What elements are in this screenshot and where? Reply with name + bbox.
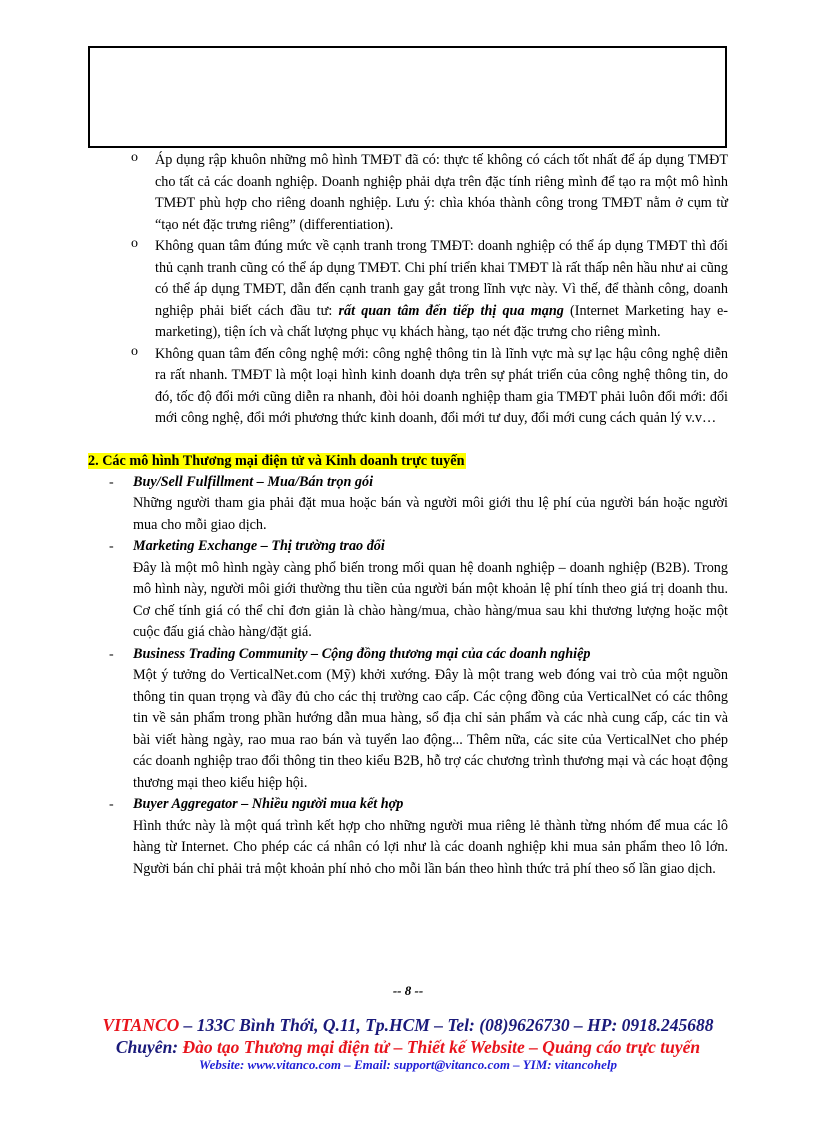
bullet-marker: o bbox=[131, 150, 138, 165]
model-body: Những người tham gia phải đặt mua hoặc bán và người môi giới thu lệ phí của người bán hoặc người mua cho mỗi giao dịch. bbox=[133, 495, 728, 533]
dash-marker: - bbox=[109, 797, 114, 812]
footer-services-label: Chuyên: bbox=[115, 1037, 183, 1057]
bullet-text-part: (Internet Marketing hay e-marketing), tiện ích và chất lượng phục vụ khách hàng, tạo nét đặc trưng cho riêng mình. bbox=[155, 302, 729, 340]
model-title: Buy/Sell Fulfillment – Mua/Bán trọn gói bbox=[133, 473, 374, 490]
bullet-marker: o bbox=[131, 236, 138, 251]
page-number: -- 8 -- bbox=[392, 983, 424, 998]
emphasis-text: rất quan tâm đến tiếp thị qua mạng bbox=[338, 302, 564, 319]
model-body: Đây là một mô hình ngày càng phổ biến trong mối quan hệ doanh nghiệp – doanh nghiệp (B2B). Trong mô hình này, người môi giới thường thu tiền của người bán một khoản lệ phí tính theo giá trị doanh thu. Cơ chế tính giá có thể chỉ đơn giản là chào hàng/mua, chào hàng/mua sau khi thương lượng hoặc một cuộc đấu giá chào hàng/đặt giá. bbox=[133, 559, 728, 640]
list-item bbox=[0, 150, 816, 236]
list-item bbox=[0, 344, 816, 430]
dash-marker: - bbox=[109, 474, 114, 490]
model-title: Business Trading Community – Cộng đồng thương mại của các doanh nghiệp bbox=[133, 645, 591, 662]
bullet-text: Áp dụng rập khuôn những mô hình TMĐT đã có: thực tế không có cách tốt nhất để áp dụng TMĐT cho tất cả các doanh nghiệp. Doanh nghiệp phải dựa trên đặc tính riêng mình để tạo ra một mô hình TMĐT phù hợp cho riêng doanh nghiệp. Lưu ý: chìa khóa thành công trong TMĐT nằm ở cụm từ “tạo nét đặc trưng riêng” (differentiation). bbox=[155, 152, 728, 233]
dash-marker: - bbox=[109, 539, 114, 554]
model-item bbox=[0, 794, 816, 880]
model-item bbox=[0, 472, 816, 537]
model-title: Buyer Aggregator – Nhiều người mua kết hợp bbox=[133, 796, 404, 812]
page-content bbox=[0, 150, 816, 880]
list-item bbox=[0, 236, 816, 344]
bullet-text: Không quan tâm đến công nghệ mới: công nghệ thông tin là lĩnh vực mà sự lạc hậu công nghệ diễn ra rất nhanh. TMĐT là một loại hình kinh doanh dựa trên sự phát triển của công nghệ thông tin, do đó, tốc độ đổi mới cũng diễn ra nhanh, đòi hỏi doanh nghiệp tham gia TMĐT phải luôn đổi mới: đổi mới công nghệ, đổi mới phương thức kinh doanh, đổi mới tư duy, đổi mới cung cách quản lý v.v… bbox=[155, 345, 728, 426]
model-item bbox=[0, 644, 816, 795]
section-heading-text: 2. Các mô hình Thương mại điện tử và Kinh doanh trực tuyến bbox=[88, 452, 465, 469]
bullet-text-part: Không quan tâm đúng mức về cạnh tranh trong TMĐT: doanh nghiệp có thể áp dụng TMĐT thì đối thủ cạnh tranh cũng có thể áp dụng TMĐT. Chi phí triển khai TMĐT là rất thấp nên hầu như ai cũng có thể áp dụng TMĐT, dẫn đến cạnh tranh gay gắt trong lĩnh vực này. Vì thế, để thành công, doanh nghiệp phải biết cách đầu tư: bbox=[155, 238, 728, 319]
model-title: Marketing Exchange – Thị trường trao đổi bbox=[133, 538, 385, 554]
footer-services bbox=[0, 1036, 816, 1058]
footer-web-links: Website: www.vitanco.com – Email: support@vitanco.com – YIM: vitancohelp bbox=[199, 1057, 617, 1072]
dash-marker: - bbox=[109, 646, 114, 662]
bullet-text bbox=[155, 236, 728, 344]
model-item bbox=[0, 536, 816, 644]
footer-contact: – 133C Bình Thới, Q.11, Tp.HCM – Tel: (08)9626730 – HP: 0918.245688 bbox=[179, 1015, 714, 1035]
footer-brand: VITANCO bbox=[102, 1015, 180, 1035]
section-heading bbox=[0, 451, 816, 472]
bullet-marker: o bbox=[131, 343, 138, 359]
footer-address bbox=[0, 1014, 816, 1036]
model-body: Một ý tưởng do VerticalNet.com (Mỹ) khởi xướng. Đây là một trang web đóng vai trò của một nguồn thông tin quan trọng và đầy đủ cho các thị trường cao cấp. Các cộng đồng của VerticalNet có các thông tin về sản phẩm trong phần hướng dẫn mua hàng, sổ địa chỉ sản phẩm và các nhà cung cấp, các tin và bài viết hàng ngày, rao mua rao bán và tuyển lao động... Thêm nữa, các site của VerticalNet cho phép các doanh nghiệp trao đổi thông tin theo kiểu B2B, hỗ trợ các chương trình thương mại và các hoạt động thương mại theo kiểu hiệp hội. bbox=[133, 667, 728, 791]
header-frame bbox=[88, 46, 727, 148]
model-body: Hình thức này là một quá trình kết hợp cho những người mua riêng lẻ thành từng nhóm để mua các lô hàng từ Internet. Cho phép các cá nhân có lợi như là các doanh nghiệp khi mua sản phẩm theo lô lớn. Người bán chỉ phải trả một khoản phí nhỏ cho mỗi lần bán theo hình thức trả phí theo số lần giao dịch. bbox=[133, 817, 728, 877]
footer-services-text: Đào tạo Thương mại điện tử – Thiết kế Website – Quảng cáo trực tuyến bbox=[182, 1037, 701, 1057]
